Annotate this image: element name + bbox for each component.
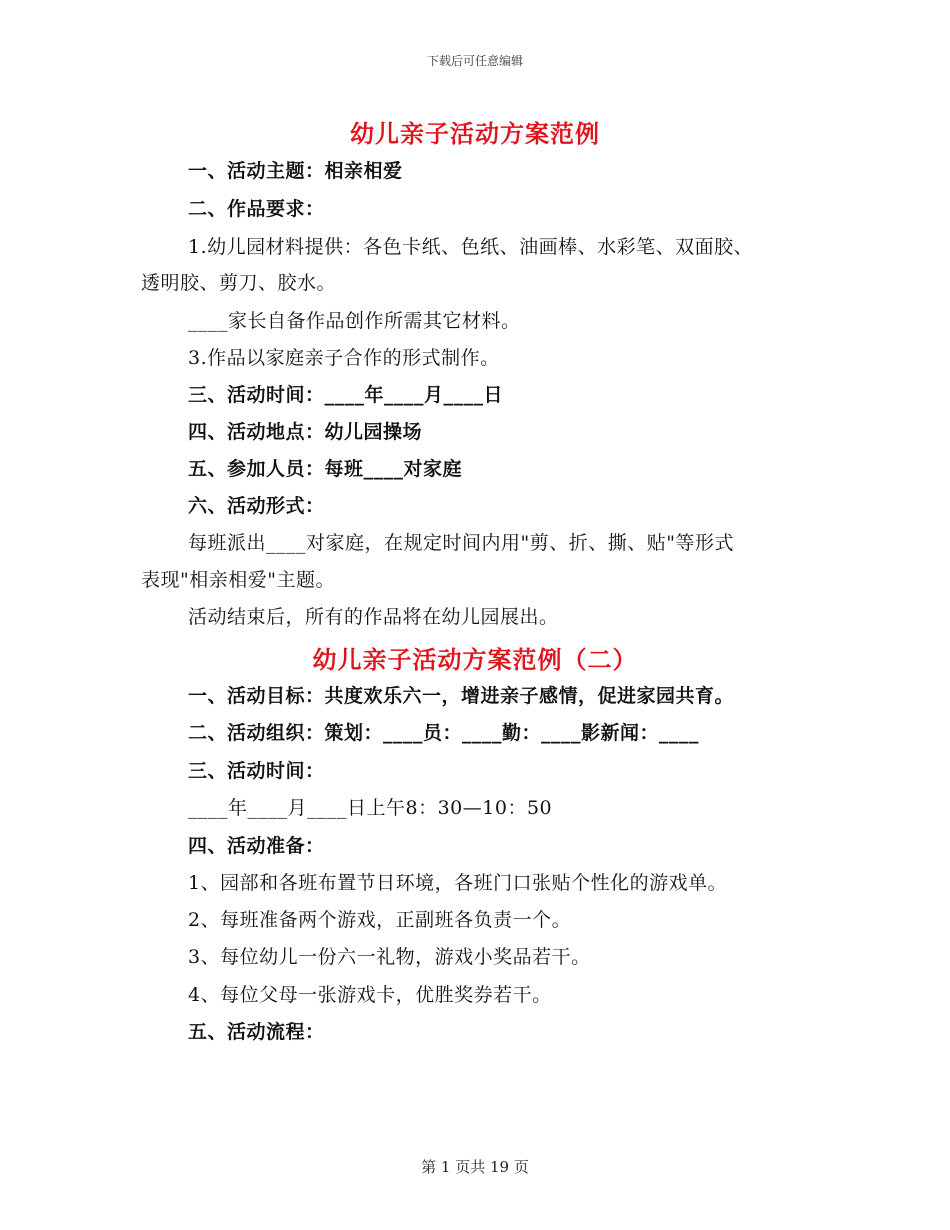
s1-form-b: 表现"相亲相爱"主题。 bbox=[141, 569, 335, 591]
s1-people: 五、参加人员：每班____对家庭 bbox=[188, 458, 463, 480]
s1-form-a: 每班派出____对家庭，在规定时间内用"剪、折、撕、贴"等形式 bbox=[188, 532, 734, 554]
s2-prep3: 3、每位幼儿一份六一礼物，游戏小奖品若干。 bbox=[188, 946, 591, 968]
s1-req3: 3.作品以家庭亲子合作的形式制作。 bbox=[188, 347, 500, 369]
page-footer: 第 1 页共 19 页 bbox=[421, 1158, 529, 1176]
s1-theme: 一、活动主题：相亲相爱 bbox=[188, 160, 403, 182]
s2-prep4: 4、每位父母一张游戏卡，优胜奖券若干。 bbox=[188, 984, 552, 1006]
s1-form-head: 六、活动形式： bbox=[188, 495, 325, 517]
s2-time-head: 三、活动时间： bbox=[188, 760, 325, 782]
s2-org: 二、活动组织：策划：____员：____勤：____影新闻：____ bbox=[188, 722, 700, 744]
s1-time: 三、活动时间：____年____月____日 bbox=[188, 384, 504, 406]
s1-req-head: 二、作品要求： bbox=[188, 198, 325, 220]
page-header: 下载后可任意编辑 bbox=[426, 54, 523, 68]
s1-place: 四、活动地点：幼儿园操场 bbox=[188, 421, 423, 443]
s2-prep2: 2、每班准备两个游戏，正副班各负责一个。 bbox=[188, 909, 572, 931]
s1-end: 活动结束后，所有的作品将在幼儿园展出。 bbox=[188, 606, 559, 628]
s1-req2: ____家长自备作品创作所需其它材料。 bbox=[188, 310, 521, 332]
s2-time: ____年____月____日上午8：30—10：50 bbox=[188, 797, 553, 819]
s2-prep-head: 四、活动准备： bbox=[188, 835, 325, 857]
s2-flow-head: 五、活动流程： bbox=[188, 1021, 325, 1043]
s1-req1-a: 1.幼儿园材料提供：各色卡纸、色纸、油画棒、水彩笔、双面胶、 bbox=[188, 236, 754, 258]
section2-title: 幼儿亲子活动方案范例（二） bbox=[312, 645, 638, 674]
s2-goal: 一、活动目标：共度欢乐六一，增进亲子感情，促进家园共育。 bbox=[188, 685, 735, 707]
s2-prep1: 1、园部和各班布置节日环境，各班门口张贴个性化的游戏单。 bbox=[188, 872, 728, 894]
section1-title: 幼儿亲子活动方案范例 bbox=[350, 119, 600, 148]
s1-req1-b: 透明胶、剪刀、胶水。 bbox=[141, 272, 337, 294]
